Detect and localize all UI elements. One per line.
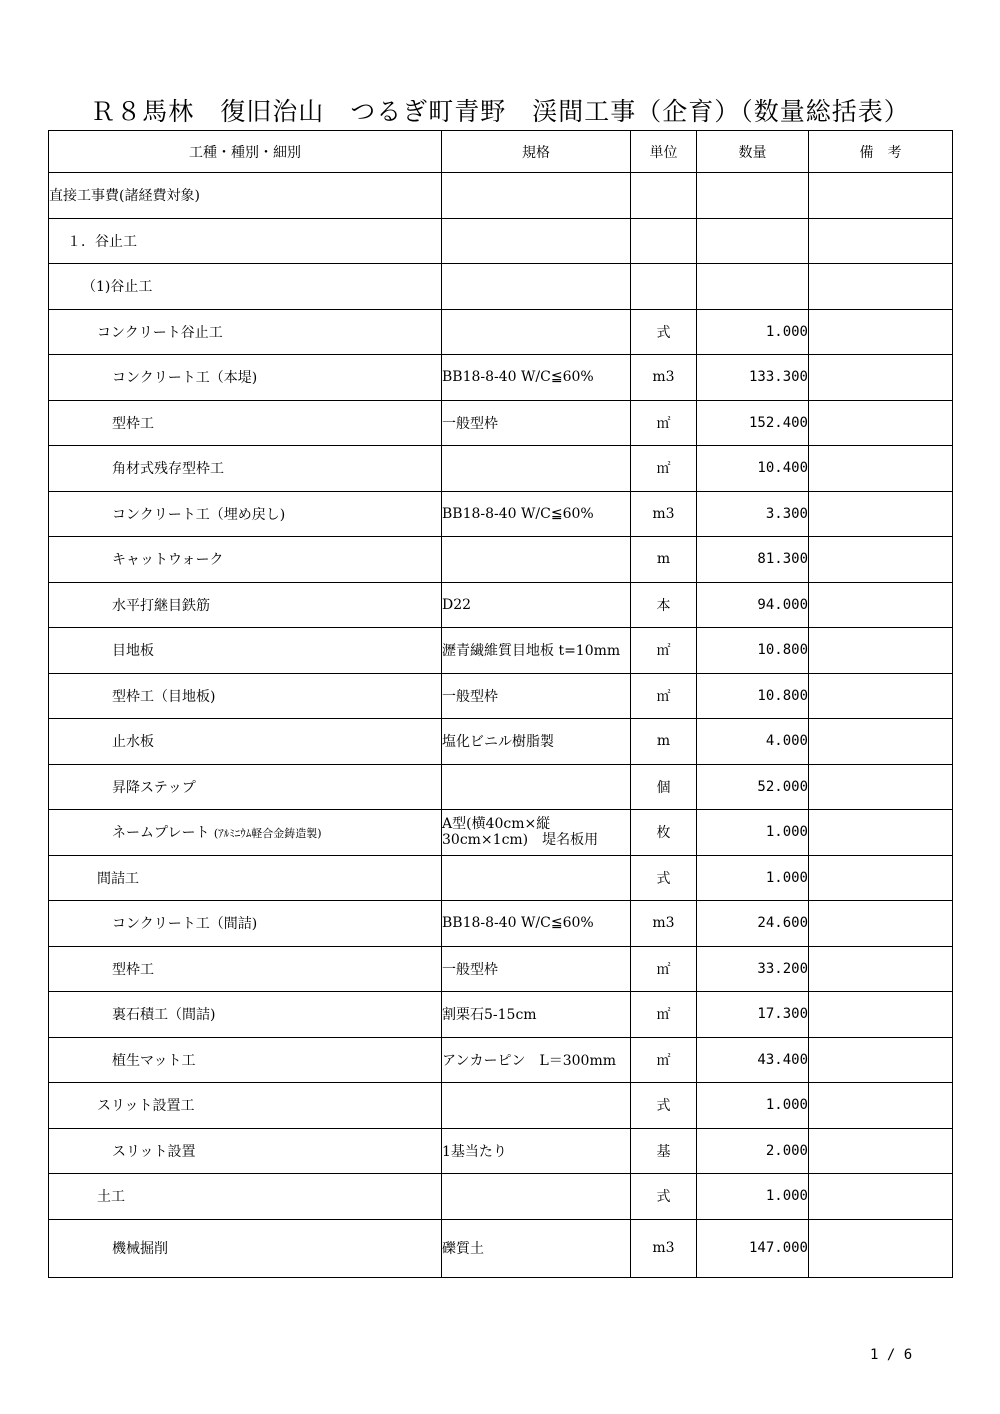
- qty-cell: 1.000: [697, 810, 809, 856]
- item-cell: [49, 810, 442, 856]
- note-cell: [809, 628, 953, 674]
- item-cell: コンクリート工（本堤): [49, 355, 442, 401]
- table-row: [49, 173, 953, 219]
- item-cell: 型枠工: [49, 946, 442, 992]
- unit-cell: m3: [631, 901, 697, 947]
- item-cell: 直接工事費(諸経費対象): [49, 173, 442, 219]
- note-cell: [809, 537, 953, 583]
- page-title: Ｒ８馬林 復旧治山 つるぎ町青野 渓間工事（企育）（数量総括表）: [90, 97, 910, 126]
- table-row: [49, 355, 953, 401]
- spec-cell: [442, 173, 631, 219]
- spec-cell: 一般型枠: [442, 673, 631, 719]
- spec-cell: アンカーピン L＝300mm: [442, 1037, 631, 1083]
- qty-cell: 17.300: [697, 992, 809, 1038]
- qty-cell: [697, 173, 809, 219]
- table-row: [49, 719, 953, 765]
- unit-cell: 式: [631, 1083, 697, 1129]
- note-cell: [809, 218, 953, 264]
- header-row: [49, 131, 953, 173]
- qty-cell: [697, 264, 809, 310]
- qty-cell: 4.000: [697, 719, 809, 765]
- unit-cell: ㎡: [631, 673, 697, 719]
- spec-cell: [442, 537, 631, 583]
- item-name: ネームプレート: [112, 825, 210, 842]
- header-item: 工種・種別・細別: [49, 131, 442, 173]
- table-row: [49, 764, 953, 810]
- table-row: [49, 1037, 953, 1083]
- spec-cell: BB18-8-40 W/C≦60%: [442, 491, 631, 537]
- unit-cell: 式: [631, 309, 697, 355]
- table-row: [49, 400, 953, 446]
- spec-cell: 1基当たり: [442, 1128, 631, 1174]
- table-row: [49, 855, 953, 901]
- note-cell: [809, 1128, 953, 1174]
- note-cell: [809, 855, 953, 901]
- item-cell: １．谷止工: [49, 218, 442, 264]
- spec-cell: 礫質土: [442, 1219, 631, 1277]
- unit-cell: 個: [631, 764, 697, 810]
- note-cell: [809, 173, 953, 219]
- table-row: [49, 264, 953, 310]
- item-cell: 昇降ステップ: [49, 764, 442, 810]
- note-cell: [809, 491, 953, 537]
- unit-cell: [631, 173, 697, 219]
- spec-cell: D22: [442, 582, 631, 628]
- table-row: [49, 446, 953, 492]
- qty-cell: 10.800: [697, 673, 809, 719]
- item-cell: コンクリート工（埋め戻し): [49, 491, 442, 537]
- quantity-summary-table: [48, 130, 953, 1278]
- unit-cell: [631, 218, 697, 264]
- item-name-note: (ｱﾙﾐﾆｳﾑ軽合金鋳造製): [213, 827, 322, 841]
- item-cell: 間詰工: [49, 855, 442, 901]
- table-row: [49, 901, 953, 947]
- item-cell: 水平打継目鉄筋: [49, 582, 442, 628]
- item-cell: 機械掘削: [49, 1219, 442, 1277]
- note-cell: [809, 992, 953, 1038]
- note-cell: [809, 1083, 953, 1129]
- qty-cell: 147.000: [697, 1219, 809, 1277]
- table-row: [49, 673, 953, 719]
- item-cell: 土工: [49, 1174, 442, 1220]
- qty-cell: 52.000: [697, 764, 809, 810]
- unit-cell: ㎡: [631, 628, 697, 674]
- spec-cell: 瀝青繊維質目地板 t=10mm: [442, 628, 631, 674]
- qty-cell: 1.000: [697, 309, 809, 355]
- note-cell: [809, 1219, 953, 1277]
- table-row: [49, 1083, 953, 1129]
- spec-cell: 一般型枠: [442, 946, 631, 992]
- qty-cell: 1.000: [697, 855, 809, 901]
- qty-cell: 10.400: [697, 446, 809, 492]
- item-cell: 角材式残存型枠工: [49, 446, 442, 492]
- header-qty: 数量: [697, 131, 809, 173]
- header-unit: 単位: [631, 131, 697, 173]
- item-cell: コンクリート谷止工: [49, 309, 442, 355]
- table-row: [49, 582, 953, 628]
- unit-cell: m: [631, 719, 697, 765]
- item-cell: コンクリート工（間詰): [49, 901, 442, 947]
- spec-cell: BB18-8-40 W/C≦60%: [442, 355, 631, 401]
- table-row: [49, 628, 953, 674]
- qty-cell: 152.400: [697, 400, 809, 446]
- qty-cell: 3.300: [697, 491, 809, 537]
- table-row: [49, 946, 953, 992]
- item-cell: 止水板: [49, 719, 442, 765]
- note-cell: [809, 400, 953, 446]
- qty-cell: 1.000: [697, 1174, 809, 1220]
- unit-cell: 式: [631, 1174, 697, 1220]
- table-row: [49, 491, 953, 537]
- spec-cell: [442, 264, 631, 310]
- item-cell: 型枠工: [49, 400, 442, 446]
- item-cell: 植生マット工: [49, 1037, 442, 1083]
- spec-cell: 割栗石5-15cm: [442, 992, 631, 1038]
- unit-cell: ㎡: [631, 446, 697, 492]
- table-row: [49, 1128, 953, 1174]
- item-cell: キャットウォーク: [49, 537, 442, 583]
- note-cell: [809, 810, 953, 856]
- unit-cell: 枚: [631, 810, 697, 856]
- unit-cell: ㎡: [631, 946, 697, 992]
- spec-cell: [442, 1174, 631, 1220]
- spec-cell: [442, 218, 631, 264]
- note-cell: [809, 355, 953, 401]
- note-cell: [809, 901, 953, 947]
- spec-cell: [442, 446, 631, 492]
- table-row: [49, 537, 953, 583]
- note-cell: [809, 446, 953, 492]
- note-cell: [809, 1037, 953, 1083]
- unit-cell: ㎡: [631, 400, 697, 446]
- note-cell: [809, 946, 953, 992]
- spec-cell: [442, 764, 631, 810]
- page-number: 1 / 6: [870, 1347, 913, 1363]
- unit-cell: ㎡: [631, 1037, 697, 1083]
- unit-cell: ㎡: [631, 992, 697, 1038]
- note-cell: [809, 719, 953, 765]
- note-cell: [809, 582, 953, 628]
- item-cell: 裏石積工（間詰): [49, 992, 442, 1038]
- note-cell: [809, 764, 953, 810]
- note-cell: [809, 264, 953, 310]
- spec-cell: BB18-8-40 W/C≦60%: [442, 901, 631, 947]
- unit-cell: m3: [631, 1219, 697, 1277]
- unit-cell: m: [631, 537, 697, 583]
- spec-cell: 一般型枠: [442, 400, 631, 446]
- qty-cell: 81.300: [697, 537, 809, 583]
- qty-cell: 1.000: [697, 1083, 809, 1129]
- qty-cell: [697, 218, 809, 264]
- qty-cell: 94.000: [697, 582, 809, 628]
- spec-cell: [442, 309, 631, 355]
- qty-cell: 10.800: [697, 628, 809, 674]
- table-row: [49, 1174, 953, 1220]
- spec-cell: [442, 855, 631, 901]
- qty-cell: 24.600: [697, 901, 809, 947]
- table-row: [49, 218, 953, 264]
- item-cell: 型枠工（目地板): [49, 673, 442, 719]
- item-cell: スリット設置: [49, 1128, 442, 1174]
- header-note: 備 考: [809, 131, 953, 173]
- table-row: [49, 1219, 953, 1277]
- spec-cell: 塩化ビニル樹脂製: [442, 719, 631, 765]
- unit-cell: [631, 264, 697, 310]
- unit-cell: 基: [631, 1128, 697, 1174]
- unit-cell: m3: [631, 355, 697, 401]
- qty-cell: 43.400: [697, 1037, 809, 1083]
- item-cell: （1)谷止工: [49, 264, 442, 310]
- item-cell: スリット設置工: [49, 1083, 442, 1129]
- table-row: [49, 309, 953, 355]
- note-cell: [809, 309, 953, 355]
- unit-cell: 本: [631, 582, 697, 628]
- spec-cell: A型(横40cm×縦30cm×1cm) 堤名板用: [442, 810, 631, 856]
- unit-cell: m3: [631, 491, 697, 537]
- qty-cell: 2.000: [697, 1128, 809, 1174]
- table-row: [49, 992, 953, 1038]
- note-cell: [809, 673, 953, 719]
- spec-cell: [442, 1083, 631, 1129]
- table-row: [49, 810, 953, 856]
- item-cell: 目地板: [49, 628, 442, 674]
- header-spec: 規格: [442, 131, 631, 173]
- unit-cell: 式: [631, 855, 697, 901]
- qty-cell: 133.300: [697, 355, 809, 401]
- qty-cell: 33.200: [697, 946, 809, 992]
- note-cell: [809, 1174, 953, 1220]
